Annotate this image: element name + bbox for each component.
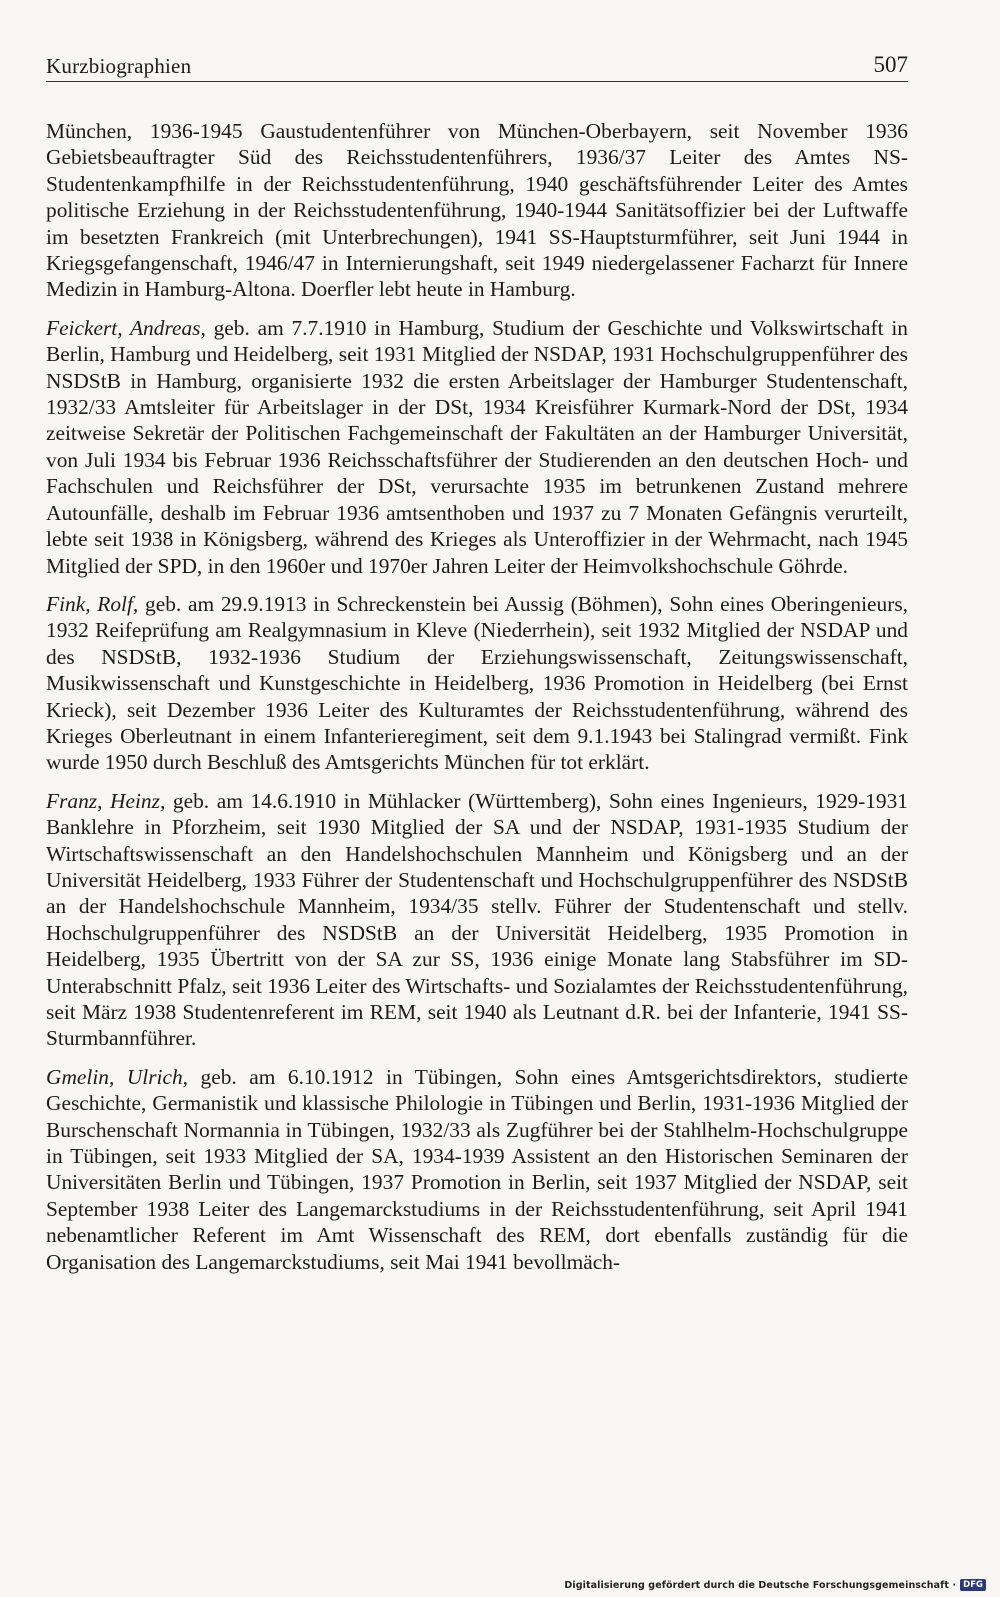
page-number: 507 [873,52,908,77]
biography-entry [46,788,908,1052]
page-header [46,50,908,84]
entry-name: Franz, Heinz, [46,788,166,813]
biography-entry [46,315,908,579]
biography-text [46,118,908,1287]
entry-name: Gmelin, Ulrich, [46,1064,189,1089]
header-rule [46,81,908,82]
dfg-logo-icon: DFG [960,1579,986,1591]
entry-name: Fink, Rolf, [46,591,139,616]
entry-text: geb. am 7.7.1910 in Hamburg, Studium der Geschichte und Volkswirtschaft in Berlin, Hamburg und Heidelberg, seit 1931 Mitglied der NSDAP, 1931 Hochschulgruppenführer des NSDStB in Hamburg, organisierte 1932 die ersten Arbeitslager der Hamburger Studentenschaft, 1932/33 Amtsleiter für Arbeitslager in der DSt, 1934 Kreisführer Kurmark-Nord der DSt, 1934 zeitweise Sekretär der Politischen Fachgemeinschaft der Fakultäten an der Hamburger Universität, von Juli 1934 bis Februar 1936 Reichsschaftsführer der Studierenden an den deutschen Hoch- und Fachschulen und Reichsführer der DSt, verursachte 1935 im betrunkenen Zustand mehrere Autounfälle, deshalb im Februar 1936 amtsenthoben und 1937 zu 7 Monaten Gefängnis verurteilt, lebte seit 1938 in Königsberg, während des Krieges als Unteroffizier in der Wehrmacht, nach 1945 Mitglied der SPD, in den 1960er und 1970er Jahren Leiter der Heimvolkshochschule Göhrde. [46,315,908,578]
biography-entry [46,118,908,303]
running-head: Kurzbiographien [46,54,192,78]
biography-entry [46,1064,908,1275]
entry-text: geb. am 14.6.1910 in Mühlacker (Württemberg), Sohn eines Ingenieurs, 1929-1931 Banklehre in Pforzheim, seit 1930 Mitglied der SA und der NSDAP, 1931-1935 Studium der Wirtschaftswissenschaft an den Handelshochschulen Mannheim und Königsberg und an der Universität Heidelberg, 1933 Führer der Studentenschaft und Hochschulgruppenführer des NSDStB an der Handelshochschule Mannheim, 1934/35 stellv. Führer der Studentenschaft und stellv. Hochschulgruppenführer des NSDStB an der Universität Heidelberg, 1935 Promotion in Heidelberg, 1935 Übertritt von der SA zur SS, 1936 einige Monate lang Stabsführer im SD-Unterabschnitt Pfalz, seit 1936 Leiter des Wirtschafts- und Sozialamtes der Reichsstudentenführung, seit März 1938 Studentenreferent im REM, seit 1940 als Leutnant d.R. bei der Infanterie, 1941 SS-Sturmbannführer. [46,788,908,1051]
entry-text: geb. am 6.10.1912 in Tübingen, Sohn eines Amtsgerichtsdirektors, studierte Geschichte, Germanistik und klassische Philologie in Tübingen und Berlin, 1931-1936 Mitglied der Burschenschaft Normannia in Tübingen, 1932/33 als Zugführer bei der Stahlhelm-Hochschulgruppe in Tübingen, seit 1933 Mitglied der SA, 1934-1939 Assistent an den Historischen Seminaren der Universitäten Berlin und Tübingen, 1937 Promotion in Berlin, seit 1937 Mitglied der NSDAP, seit September 1938 Leiter des Langemarckstudiums in der Reichsstudentenführung, seit April 1941 nebenamtlicher Referent im Amt Wissenschaft des REM, dort ebenfalls zuständig für die Organisation des Langemarckstudiums, seit Mai 1941 bevollmäch- [46,1064,908,1274]
digitization-footer [564,1577,986,1593]
entry-text: München, 1936-1945 Gaustudentenführer von München-Oberbayern, seit November 1936 Gebietsbeauftragter Süd des Reichsstudentenführers, 1936/37 Leiter des Amtes NS-Studentenkampfhilfe in der Reichsstudentenführung, 1940 geschäftsführender Leiter des Amtes politische Erziehung in der Reichsstudentenführung, 1940-1944 Sanitätsoffizier bei der Luftwaffe im besetzten Frankreich (mit Unterbrechungen), 1941 SS-Hauptsturmführer, seit Juni 1944 in Kriegsgefangenschaft, 1946/47 in Internierungshaft, seit 1949 niedergelassener Facharzt für Innere Medizin in Hamburg-Altona. Doerfler lebt heute in Hamburg. [46,119,908,302]
entry-text: geb. am 29.9.1913 in Schreckenstein bei Aussig (Böhmen), Sohn eines Oberingenieurs, 1932 Reifeprüfung am Realgymnasium in Kleve (Niederrhein), seit 1932 Mitglied der NSDAP und des NSDStB, 1932-1936 Studium der Erziehungswissenschaft, Zeitungswissenschaft, Musikwissenschaft und Kunstgeschichte in Heidelberg, 1936 Promotion in Heidelberg (bei Ernst Krieck), seit Dezember 1936 Leiter des Kulturamtes der Reichsstudentenführung, während des Krieges Oberleutnant in einem Infanterieregiment, seit dem 9.1.1943 bei Stalingrad vermißt. Fink wurde 1950 durch Beschluß des Amtsgerichts München für tot erklärt. [46,591,908,775]
biography-entry [46,591,908,776]
entry-name: Feickert, Andreas, [46,315,206,340]
footer-credit: Digitalisierung gefördert durch die Deutsche Forschungsgemeinschaft · [564,1579,957,1591]
